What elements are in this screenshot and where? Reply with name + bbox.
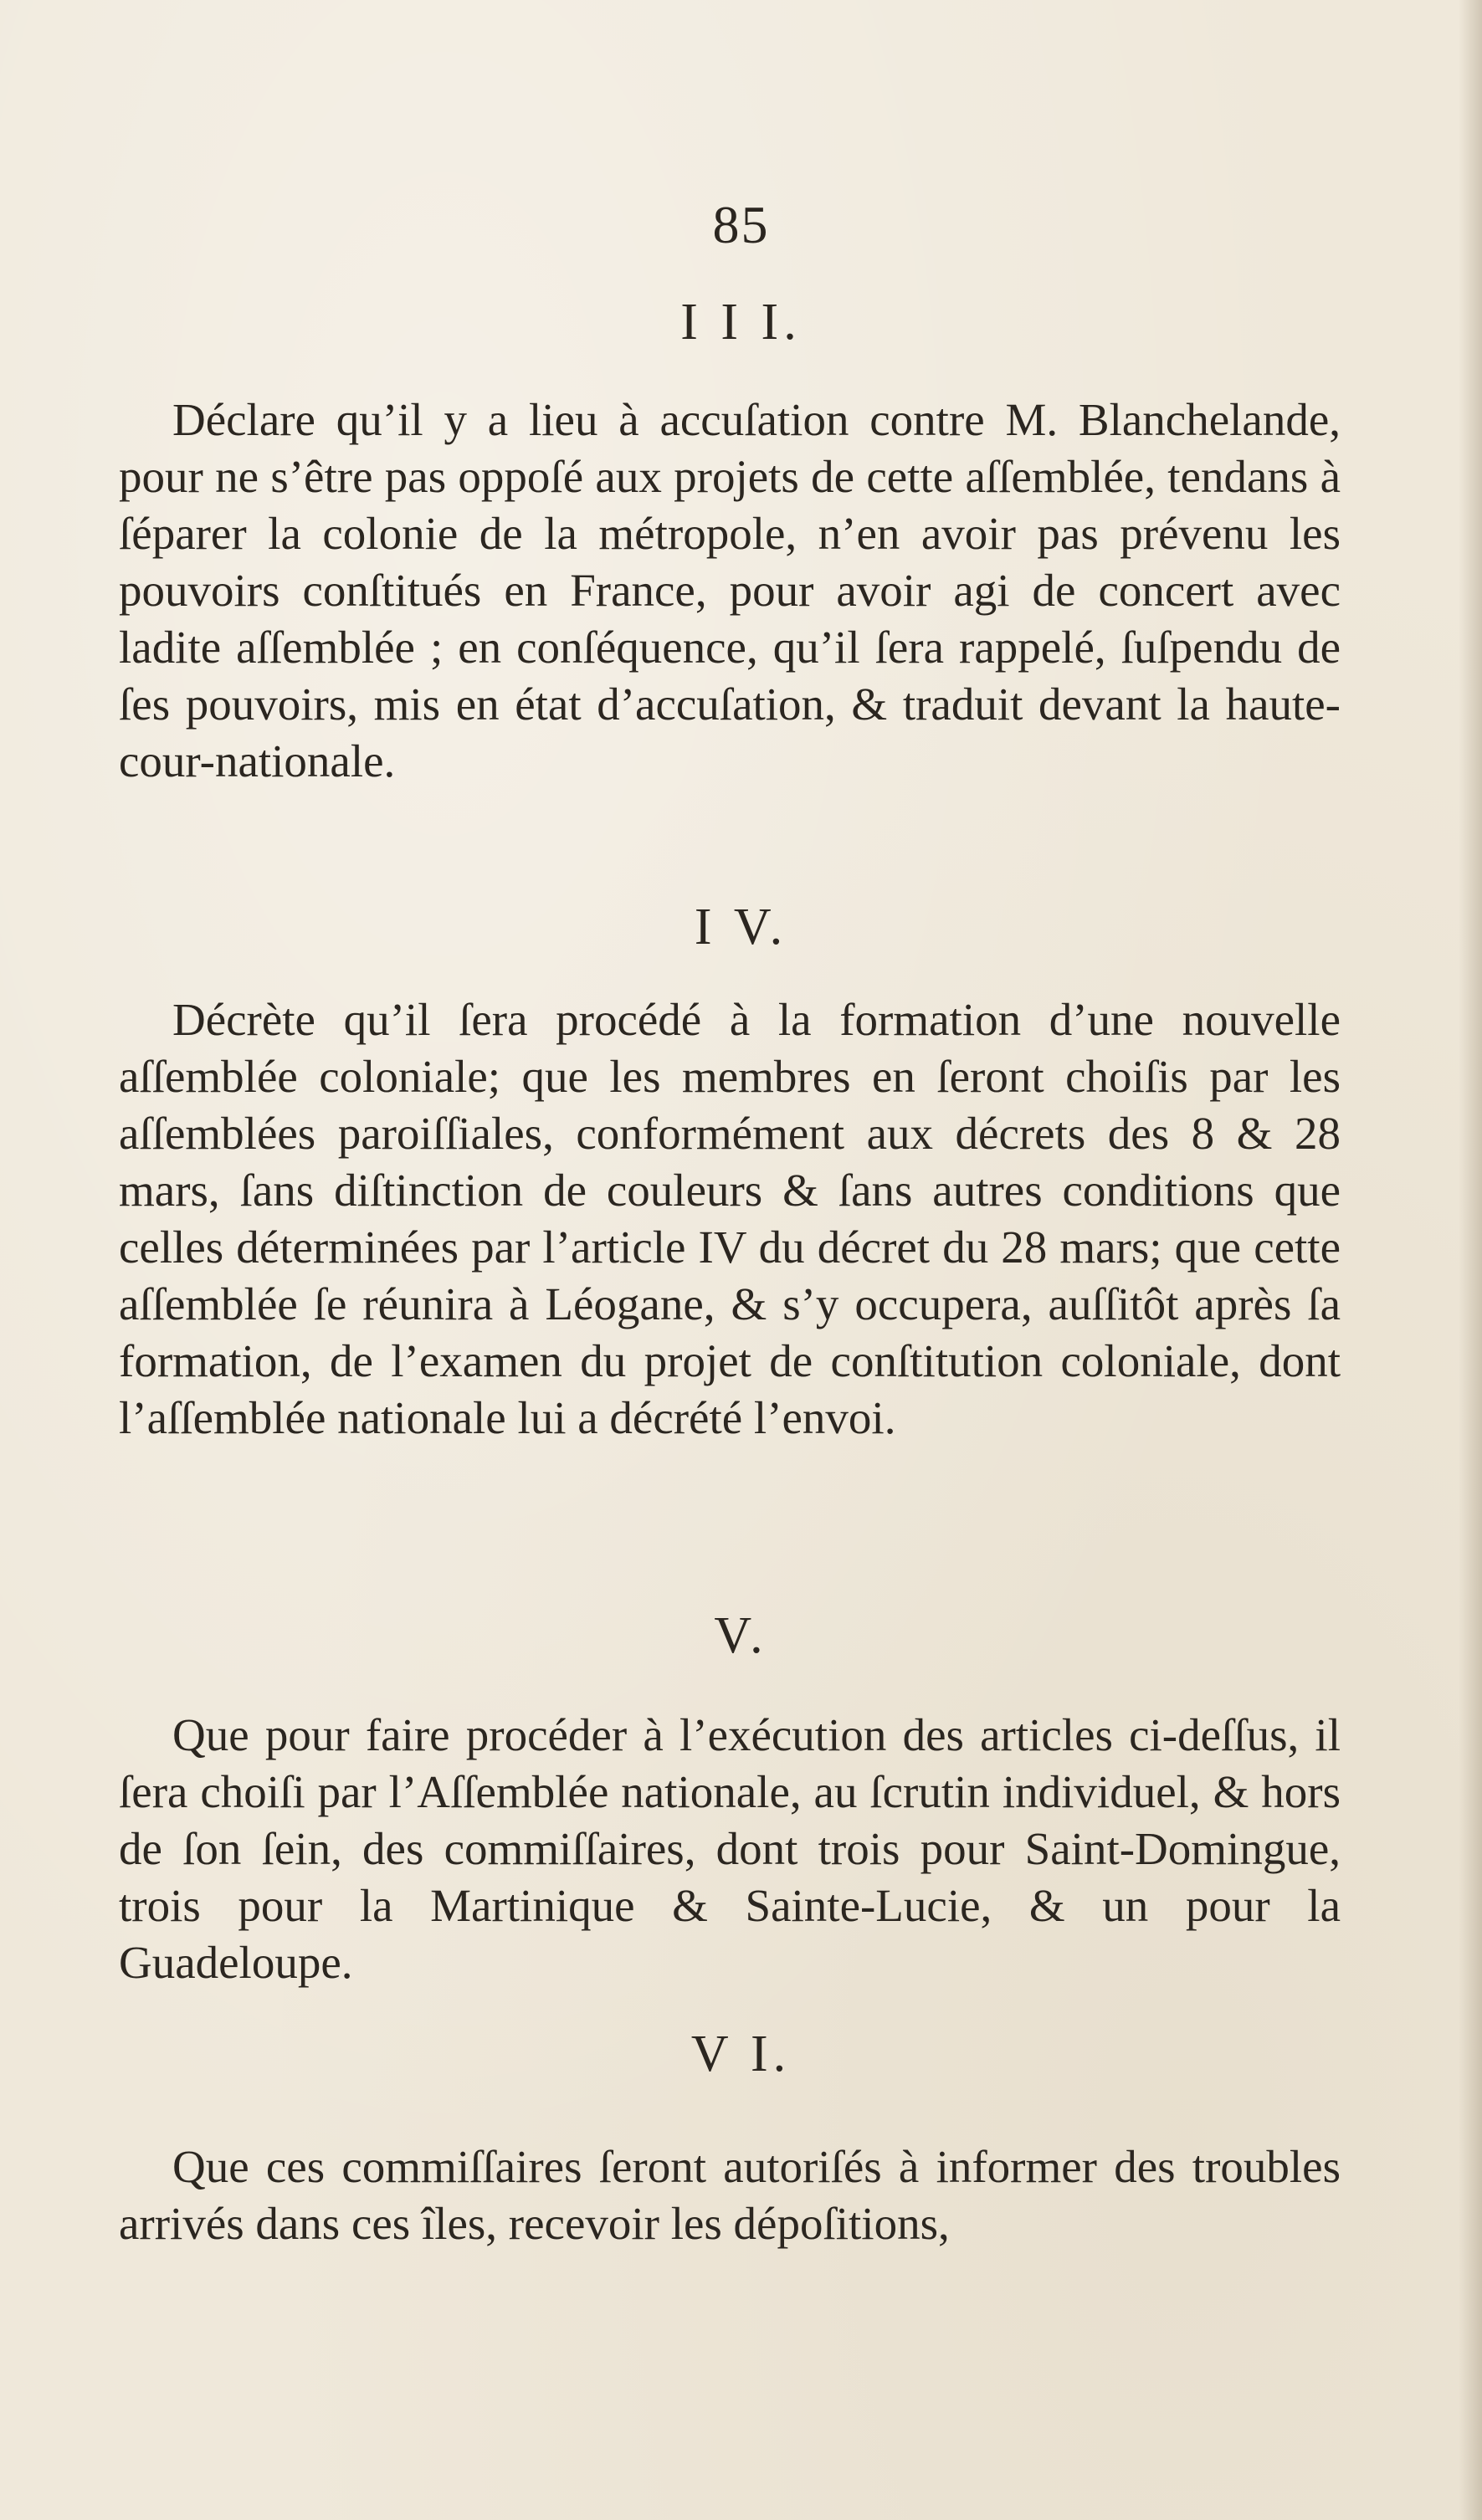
article-text-5 [119,1707,1341,1991]
article-numeral-4: I V. [694,899,788,955]
paragraph: Déclare qu’il y a lieu à accuſation contre M. Blanchelande, pour ne s’être pas oppoſé aux projets de cette aſſemblée, tendans à ſéparer la colonie de la métropole, n’en avoir pas prévenu les pouvoirs conſtitués en France, pour avoir agi de concert avec ladite aſſemblée ; en conſéquence, qu’il ſera rappelé, ſuſpendu de ſes pouvoirs, mis en état d’accuſation, & traduit devant la haute-cour-nationale. [119,394,1341,786]
article-numeral-6: V I. [690,2026,792,2082]
page-number: 85 [712,195,770,254]
article-numeral-5: V. [714,1607,768,1664]
article-text-4 [119,991,1341,1447]
article-text-3 [119,392,1341,790]
paragraph: Que ces commiſſaires ſeront autoriſés à informer des troubles arrivés dans ces îles, recevoir les dépoſitions, [119,2141,1341,2249]
article-text-6 [119,2138,1341,2252]
paragraph: Décrète qu’il ſera procédé à la formation d’une nouvelle aſſemblée coloniale; que les membres en ſeront choiſis par les aſſemblées paroiſſiales, conformément aux décrets des 8 & 28 mars, ſans diſtinction de couleurs & ſans autres conditions que celles déterminées par l’article IV du décret du 28 mars; que cette aſſemblée ſe réunira à Léogane, & s’y occupera, auſſitôt après ſa formation, de l’examen du projet de conſtitution coloniale, dont l’aſſemblée nationale lui a décrété l’envoi. [119,994,1341,1443]
paragraph: Que pour faire procéder à l’exécution des articles ci-deſſus, il ſera choiſi par l’Aſſemblée nationale, au ſcrutin individuel, & hors de ſon ſein, des commiſſaires, dont trois pour Saint-Domingue, trois pour la Martinique & Sainte-Lucie, & un pour la Guadeloupe. [119,1709,1341,1988]
article-numeral-3: I I I. [680,294,802,351]
